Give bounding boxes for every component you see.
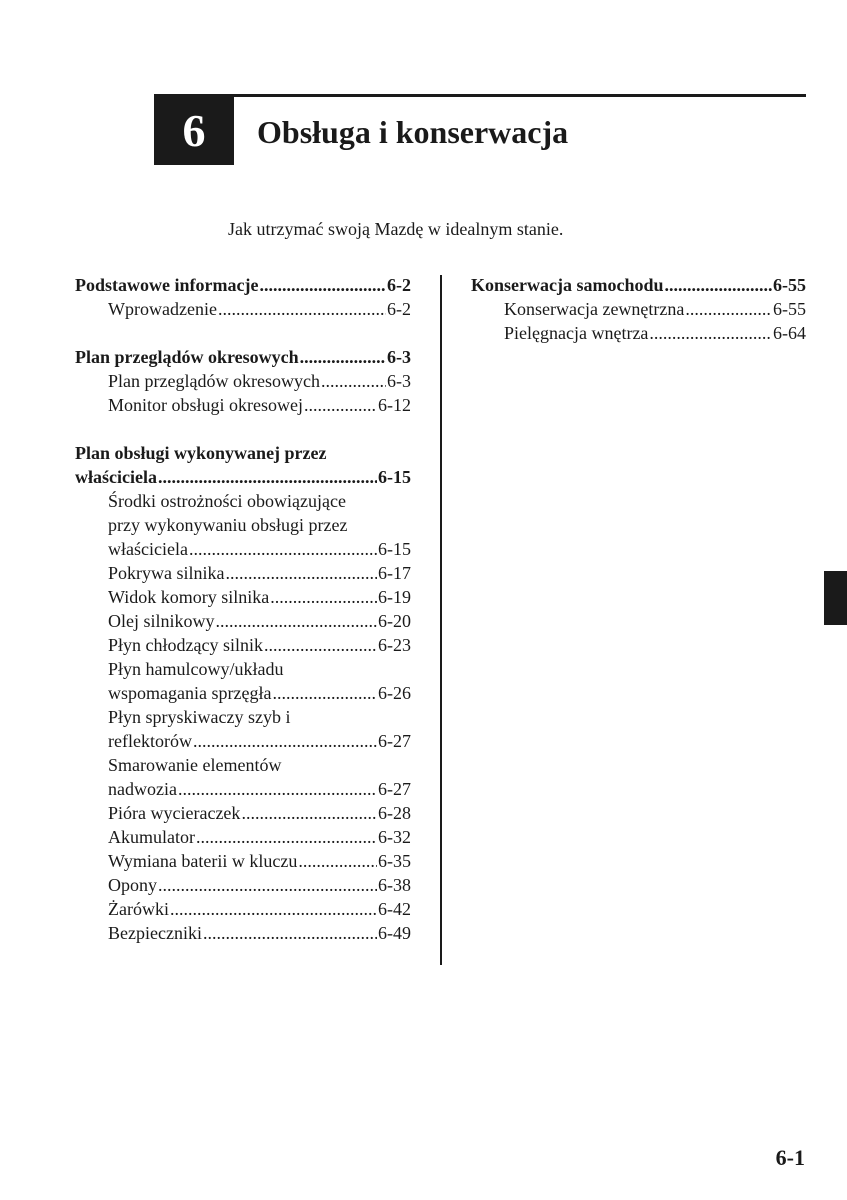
toc-entry-page: 6-27 (378, 779, 411, 799)
toc-entry-page: 6-64 (773, 323, 806, 343)
dot-leader (241, 801, 377, 825)
toc-entry-title: Wymiana baterii w kluczu (108, 851, 298, 871)
toc-heading[interactable] (471, 273, 806, 297)
toc-entry[interactable] (471, 321, 806, 345)
dot-leader (216, 609, 378, 633)
toc-entry-title: Olej silnikowy (108, 611, 215, 631)
toc-heading-title: właściciela (75, 467, 157, 487)
dot-leader (178, 777, 377, 801)
toc-column-right (471, 273, 806, 369)
toc-entry-title: Widok komory silnika (108, 587, 270, 607)
toc-entry-page: 6-15 (378, 539, 411, 559)
toc-heading-page: 6-3 (387, 347, 411, 367)
toc-entry-page: 6-23 (378, 635, 411, 655)
toc-entry-title: Opony (108, 875, 157, 895)
toc-entry-title: Akumulator (108, 827, 195, 847)
toc-entry[interactable] (75, 729, 411, 753)
chapter-thumb-tab (824, 571, 847, 625)
chapter-header-rule (154, 94, 806, 97)
toc-entry[interactable] (75, 297, 411, 321)
toc-section (75, 345, 411, 417)
toc-entry-page: 6-49 (378, 923, 411, 943)
toc-entry-title: Płyn chłodzący silnik (108, 635, 263, 655)
toc-entry-page: 6-20 (378, 611, 411, 631)
toc-column-left (75, 273, 411, 969)
toc-entry-title: właściciela (108, 539, 188, 559)
toc-entry-page: 6-3 (387, 371, 411, 391)
toc-entry-page: 6-28 (378, 803, 411, 823)
dot-leader (189, 537, 377, 561)
toc-entry[interactable] (75, 681, 411, 705)
toc-entry[interactable] (75, 849, 411, 873)
toc-entry-title: Konserwacja zewnętrzna (504, 299, 685, 319)
dot-leader (226, 561, 378, 585)
toc-entry-title: Żarówki (108, 899, 169, 919)
toc-entry-line: Środki ostrożności obowiązujące (108, 491, 346, 511)
toc-heading[interactable] (75, 465, 411, 489)
toc-entry-title: Bezpieczniki (108, 923, 202, 943)
toc-entry-title: Monitor obsługi okresowej (108, 395, 303, 415)
toc-entry-page: 6-42 (378, 899, 411, 919)
toc-entry[interactable] (75, 537, 411, 561)
toc-entry[interactable] (75, 897, 411, 921)
dot-leader (665, 273, 773, 297)
page-number: 6-1 (775, 1145, 805, 1170)
toc-entry-page: 6-19 (378, 587, 411, 607)
chapter-title: Obsługa i konserwacja (257, 114, 569, 150)
toc-heading[interactable] (75, 345, 411, 369)
toc-entry-page: 6-27 (378, 731, 411, 751)
dot-leader (300, 345, 386, 369)
toc-entry-page: 6-32 (378, 827, 411, 847)
toc-entry-page: 6-38 (378, 875, 411, 895)
toc-entry[interactable] (75, 633, 411, 657)
toc-entry-title: wspomagania sprzęgła (108, 683, 272, 703)
dot-leader (158, 465, 377, 489)
toc-entry-page: 6-35 (378, 851, 411, 871)
toc-entry[interactable] (75, 369, 411, 393)
toc-entry-title: reflektorów (108, 731, 192, 751)
toc-heading-page: 6-15 (378, 467, 411, 487)
toc-entry-line: Smarowanie elementów (108, 755, 282, 775)
toc-entry-page: 6-2 (387, 299, 411, 319)
toc-section (75, 441, 411, 945)
toc-entry-page: 6-55 (773, 299, 806, 319)
toc-entry[interactable] (75, 921, 411, 945)
toc-heading-page: 6-2 (387, 275, 411, 295)
toc-entry[interactable] (75, 777, 411, 801)
toc-entry[interactable] (75, 825, 411, 849)
toc-entry[interactable] (75, 609, 411, 633)
dot-leader (272, 681, 377, 705)
toc-entry-title: Wprowadzenie (108, 299, 217, 319)
toc-entry-line: Płyn hamulcowy/układu (108, 659, 284, 679)
toc-heading-line: Plan obsługi wykonywanej przez (75, 443, 327, 463)
column-divider (440, 275, 442, 965)
toc-entry-page: 6-26 (378, 683, 411, 703)
dot-leader (196, 825, 377, 849)
dot-leader (649, 321, 772, 345)
toc-entry[interactable] (471, 297, 806, 321)
toc-entry[interactable] (75, 393, 411, 417)
chapter-number-badge: 6 (154, 97, 234, 165)
toc-entry-title: nadwozia (108, 779, 177, 799)
toc-entry-title: Pióra wycieraczek (108, 803, 241, 823)
toc-heading-title: Plan przeglądów okresowych (75, 347, 299, 367)
dot-leader (270, 585, 377, 609)
toc-heading-title: Konserwacja samochodu (471, 275, 664, 295)
dot-leader (259, 273, 386, 297)
dot-leader (298, 849, 377, 873)
dot-leader (158, 873, 377, 897)
toc-heading[interactable] (75, 273, 411, 297)
toc-entry[interactable] (75, 561, 411, 585)
toc-entry-page: 6-12 (378, 395, 411, 415)
dot-leader (685, 297, 772, 321)
dot-leader (321, 369, 386, 393)
dot-leader (304, 393, 377, 417)
toc-entry-title: Plan przeglądów okresowych (108, 371, 320, 391)
dot-leader (170, 897, 377, 921)
toc-entry-line: Płyn spryskiwaczy szyb i (108, 707, 291, 727)
toc-section (471, 273, 806, 345)
toc-heading-title: Podstawowe informacje (75, 275, 259, 295)
toc-heading-page: 6-55 (773, 275, 806, 295)
chapter-subtitle: Jak utrzymać swoją Mazdę w idealnym stanie. (228, 219, 564, 239)
dot-leader (203, 921, 377, 945)
dot-leader (264, 633, 377, 657)
dot-leader (193, 729, 377, 753)
dot-leader (218, 297, 386, 321)
toc-entry-line: przy wykonywaniu obsługi przez (108, 515, 348, 535)
toc-entry-title: Pokrywa silnika (108, 563, 225, 583)
toc-entry-page: 6-17 (378, 563, 411, 583)
toc-entry[interactable] (75, 585, 411, 609)
toc-section (75, 273, 411, 321)
toc-entry[interactable] (75, 873, 411, 897)
toc-entry-title: Pielęgnacja wnętrza (504, 323, 649, 343)
toc-entry[interactable] (75, 801, 411, 825)
